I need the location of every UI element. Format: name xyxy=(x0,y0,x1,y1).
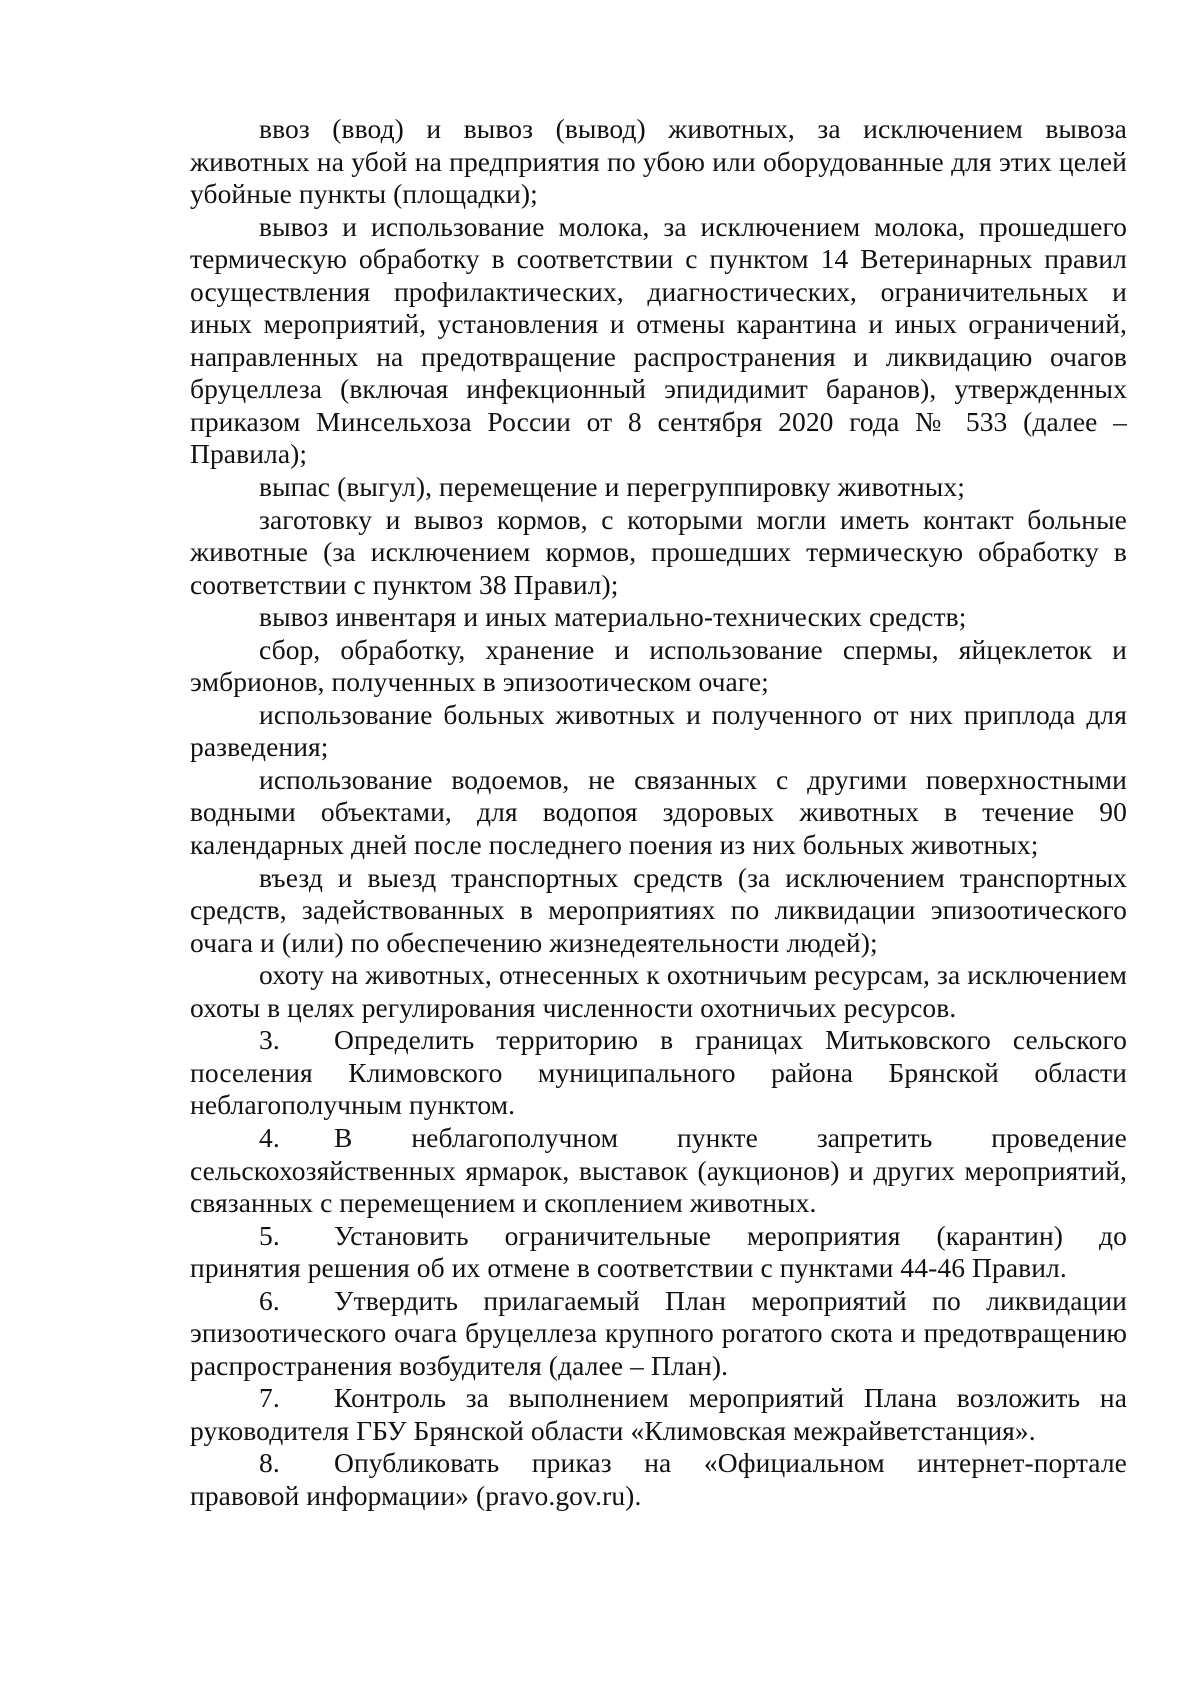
paragraph-hunting-ban xyxy=(190,959,1127,1024)
numbered-item-8 xyxy=(190,1447,1127,1512)
paragraph-text: заготовку и вывоз кормов, с которыми могли иметь контакт больные животные (за исключением кормов, прошедших термическую обработку в соответствии с пунктом 38 Правил); xyxy=(190,503,1127,600)
numbered-item-4 xyxy=(190,1122,1127,1220)
paragraph-text: вывоз инвентаря и иных материально-технических средств; xyxy=(259,601,967,633)
paragraph-text: вывоз и использование молока, за исключением молока, прошедшего термическую обработку в соответствии с пунктом 14 Ветеринарных правил осуществления профилактических, диагностических, ограничительных и иных мероприятий, установления и отмены карантина и иных ограничений, направленных на предотвращение распространения и ликвидацию очагов бруцеллеза (включая инфекционный эпидидимит баранов), утвержденных приказом Минсельхоза России от 8 сентября 2020 года № 533 (далее – Правила); xyxy=(190,210,1127,470)
paragraph-import-export-ban xyxy=(190,113,1127,211)
paragraph-text: В неблагополучном пункте запретить проведение сельскохозяйственных ярмарок, выставок (аукционов) и других мероприятий, связанных с перемещением и скоплением животных. xyxy=(190,1121,1127,1219)
paragraph-milk-ban xyxy=(190,211,1127,471)
item-number: 7. xyxy=(259,1382,280,1414)
paragraph-text: Установить ограничительные мероприятия (карантин) до принятия решения об их отмене в соответствии с пунктами 44-46 Правил. xyxy=(190,1219,1127,1284)
item-number: 4. xyxy=(259,1121,280,1153)
paragraph-text: использование водоемов, не связанных с другими поверхностными водными объектами, для водопоя здоровых животных в течение 90 календарных дней после последнего поения из них больных животных; xyxy=(190,763,1127,861)
paragraph-text: Контроль за выполнением мероприятий Плана возложить на руководителя ГБУ Брянской области «Климовская межрайветстанция». xyxy=(190,1382,1127,1446)
paragraph-text: Определить территорию в границах Митьковского сельского поселения Климовского муниципального района Брянской области неблагополучным пунктом. xyxy=(190,1024,1127,1121)
paragraph-text: охоту на животных, отнесенных к охотничьим ресурсам, за исключением охоты в целях регулирования численности охотничьих ресурсов. xyxy=(190,959,1127,1023)
item-number: 3. xyxy=(259,1024,280,1056)
paragraph-text: использование больных животных и полученного от них приплода для разведения; xyxy=(190,698,1127,763)
paragraph-breeding-ban xyxy=(190,699,1127,764)
paragraph-text: выпас (выгул), перемещение и перегруппировку животных; xyxy=(259,471,965,503)
item-number: 8. xyxy=(259,1447,280,1479)
paragraph-text: въезд и выезд транспортных средств (за исключением транспортных средств, задействованных в мероприятиях по ликвидации эпизоотического очага и (или) по обеспечению жизнедеятельности людей); xyxy=(190,861,1127,958)
numbered-item-5 xyxy=(190,1220,1127,1285)
paragraph-text: Опубликовать приказ на «Официальном интернет-портале правовой информации» (pravo.gov.ru). xyxy=(190,1447,1127,1511)
paragraph-transport-ban xyxy=(190,862,1127,960)
paragraph-text: Утвердить прилагаемый План мероприятий по ликвидации эпизоотического очага бруцеллеза крупного рогатого скота и предотвращению распространения возбудителя (далее – План). xyxy=(190,1284,1127,1381)
paragraph-sperm-ban xyxy=(190,634,1127,699)
paragraph-feed-ban xyxy=(190,504,1127,602)
numbered-item-3 xyxy=(190,1024,1127,1122)
document-body xyxy=(190,113,1127,1513)
paragraph-grazing-ban xyxy=(190,471,1127,504)
item-number: 5. xyxy=(259,1219,280,1251)
numbered-item-7 xyxy=(190,1382,1127,1447)
numbered-item-6 xyxy=(190,1285,1127,1383)
paragraph-equipment-ban xyxy=(190,601,1127,634)
item-number: 6. xyxy=(259,1284,280,1316)
paragraph-text: сбор, обработку, хранение и использование спермы, яйцеклеток и эмбрионов, полученных в эпизоотическом очаге; xyxy=(190,633,1127,698)
paragraph-text: ввоз (ввод) и вывоз (вывод) животных, за исключением вывоза животных на убой на предприятия по убою или оборудованные для этих целей убойные пункты (площадки); xyxy=(190,113,1127,210)
paragraph-water-ban xyxy=(190,764,1127,862)
